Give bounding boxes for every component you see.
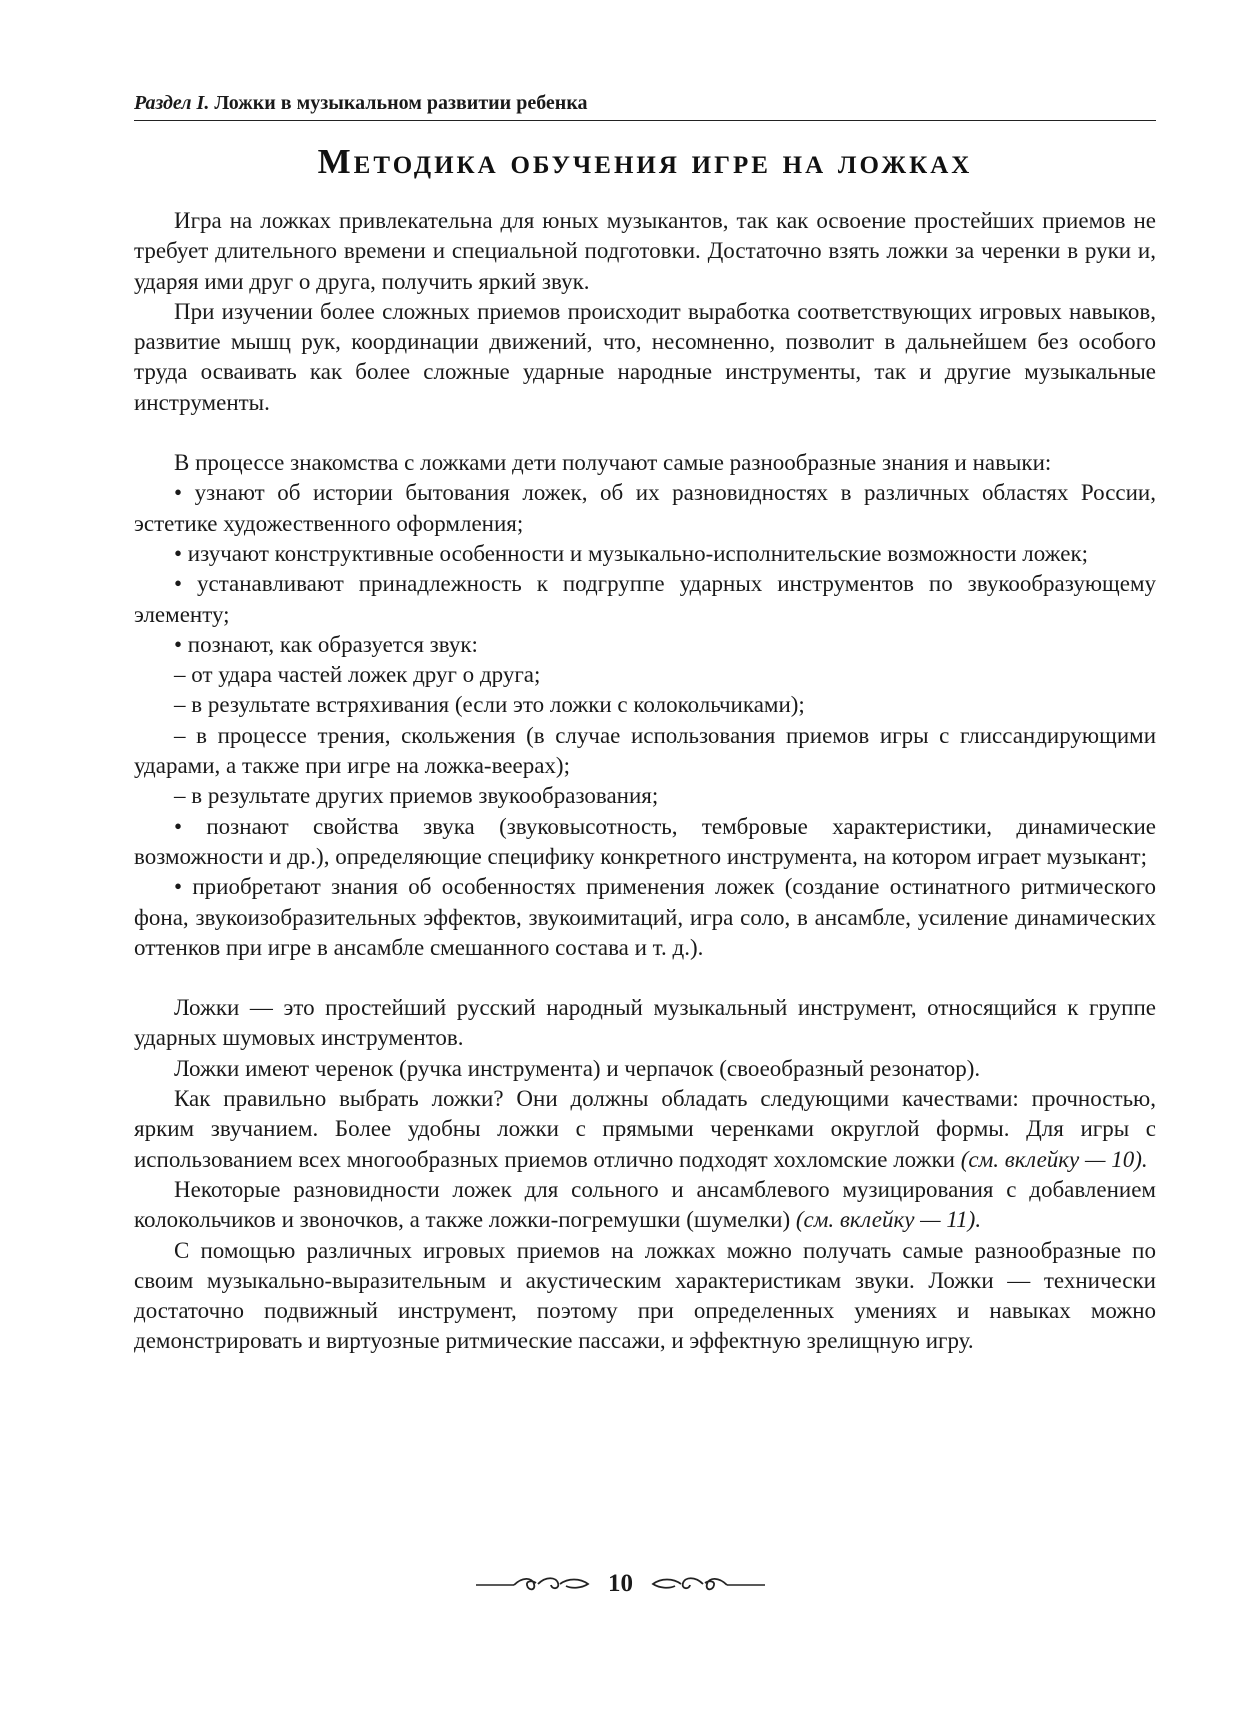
running-head-title: Ложки в музыкальном развитии ребенка bbox=[214, 92, 588, 114]
left-ornament-icon bbox=[474, 1574, 594, 1594]
paragraph: Ложки имеют черенок (ручка инструмента) и черпачок (своеобразный резонатор). bbox=[174, 1055, 981, 1081]
sub-list-item: – в процессе трения, скольжения (в случае использования приемов игры с глиссандирующими ударами, а также при игре на ложка-веерах); bbox=[134, 722, 1156, 779]
paragraph-text: Как правильно выбрать ложки? Они должны обладать следующими качествами: прочностью, ярким звучанием. Более удобны ложки с прямыми черенками округлой формы. Для игры с использованием всех многообразных приемов отлично подходят хохломские ложки bbox=[134, 1086, 1156, 1172]
sub-list-item: – в результате других приемов звукообразования; bbox=[174, 783, 659, 809]
paragraph-text: Некоторые разновидности ложек для сольного и ансамблевого музицирования с добавлением колокольчиков и звоночков, а также ложки-погремушки (шумелки) bbox=[134, 1176, 1156, 1233]
paragraph bbox=[134, 1175, 1156, 1236]
paragraph: Ложки — это простейший русский народный музыкальный инструмент, относящийся к группе ударных шумовых инструментов. bbox=[134, 995, 1156, 1051]
running-head-section: Раздел I. bbox=[134, 92, 210, 114]
sub-list-item: – от удара частей ложек друг о друга; bbox=[174, 662, 541, 688]
insert-reference: (см. вклейку — 10). bbox=[960, 1146, 1148, 1172]
list-item: • устанавливают принадлежность к подгруппе ударных инструментов по звукообразующему элементу; bbox=[134, 571, 1156, 627]
list-item: • познают, как образуется звук: bbox=[174, 631, 478, 657]
paragraph: Игра на ложках привлекательна для юных музыкантов, так как освоение простейших приемов не требует длительного времени и специальной подготовки. Достаточно взять ложки за черенки в руки и, ударяя ими друг о друга, получить яркий звук. bbox=[134, 208, 1156, 294]
page-footer bbox=[0, 1564, 1241, 1604]
body-text bbox=[134, 206, 1156, 1357]
sub-list-item: – в результате встряхивания (если это ложки с колокольчиками); bbox=[174, 692, 805, 718]
page-title: Методика обучения игре на ложках bbox=[317, 142, 973, 181]
list-item: • познают свойства звука (звуковысотность, тембровые характеристики, динамические возможности и др.), определяющие специфику конкретного инструмента, на котором играет музыкант; bbox=[134, 813, 1156, 869]
paragraph: При изучении более сложных приемов происходит выработка соответствующих игровых навыков, развитие мышц рук, координации движений, что, несомненно, позволит в дальнейшем без особого труда осваивать как более сложные ударные народные инструменты, так и другие музыкальные инструменты. bbox=[134, 298, 1156, 415]
list-item: • узнают об истории бытования ложек, об их разновидностях в различных областях России, эстетике художественного оформления; bbox=[134, 480, 1156, 536]
paragraph: С помощью различных игровых приемов на ложках можно получать самые разнообразные по своим музыкально-выразительным и акустическим характеристикам звуки. Ложки — технически достаточно подвижный инструмент, поэтому при определенных умениях и навыках можно демонстрировать и виртуозные ритмические пассажи, и эффектную зрелищную игру. bbox=[134, 1237, 1156, 1354]
right-ornament-icon bbox=[647, 1574, 767, 1594]
list-item: • изучают конструктивные особенности и музыкально-исполнительские возможности ложек; bbox=[174, 540, 1089, 566]
running-head bbox=[134, 90, 1156, 121]
paragraph bbox=[134, 1084, 1156, 1175]
insert-reference: (см. вклейку — 11). bbox=[795, 1207, 982, 1233]
list-item: • приобретают знания об особенностях применения ложек (создание остинатного ритмического фона, звукоизобразительных эффектов, звукоимитаций, игра соло, в ансамбле, усиление динамических оттенков при игре в ансамбле смешанного состава и т. д.). bbox=[134, 874, 1156, 960]
page-number: 10 bbox=[608, 1570, 633, 1597]
paragraph: В процессе знакомства с ложками дети получают самые разнообразные знания и навыки: bbox=[174, 450, 1052, 476]
